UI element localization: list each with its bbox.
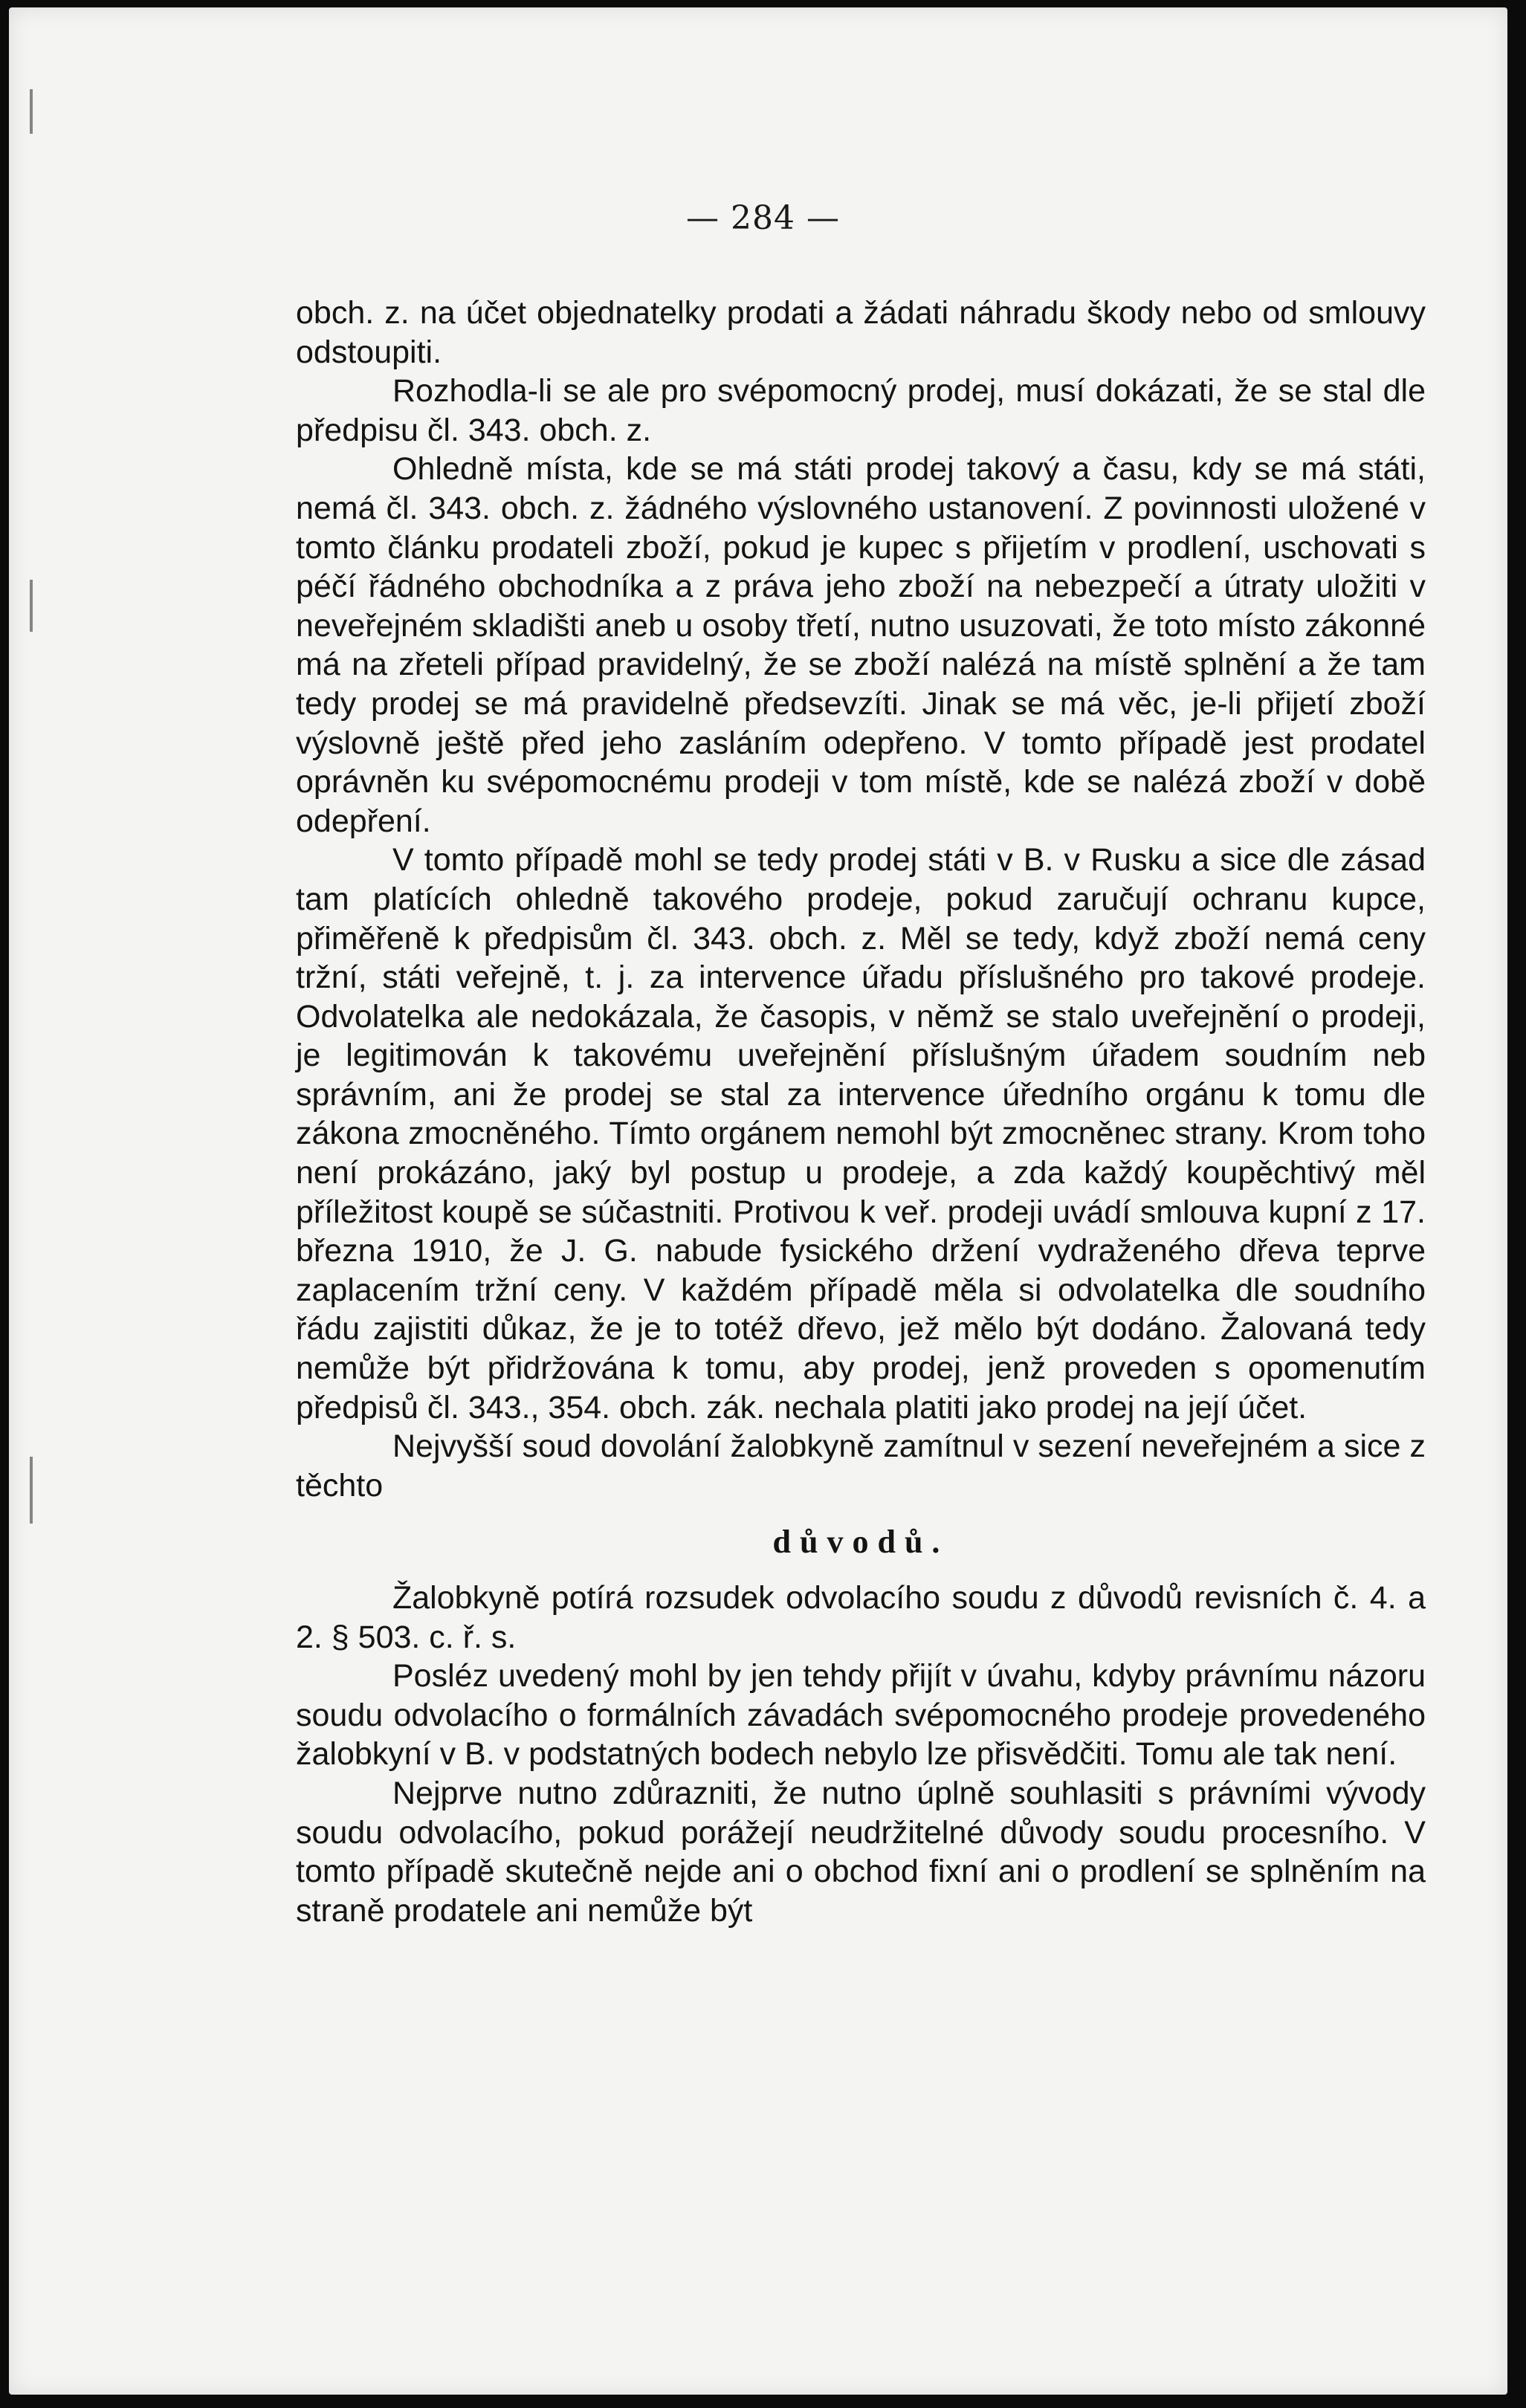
paragraph: Posléz uvedený mohl by jen tehdy přijít v úvahu, kdyby právnímu názoru soudu odvolacího o formálních závadách svépomocného prodeje provedeného žalobkyní v B. v podstatných bodech nebylo lze přisvědčiti. Tomu ale tak není. xyxy=(296,1658,1426,1773)
paragraph: V tomto případě mohl se tedy prodej státi v B. v Rusku a sice dle zásad tam platících ohledně takového prodeje, pokud zaručují ochranu kupce, přiměřeně k předpisům čl. 343. obch. z. Měl se tedy, když zboží nemá ceny tržní, státi veřejně, t. j. za intervence úřadu příslušného pro takové prodeje. Odvolatelka ale nedokázala, že časopis, v němž se stalo uveřejnění o prodeji, je legitimován k takovému uveřejnění příslušným úřadem soudním neb správním, ani že prodej se stal za intervence úředního orgánu k tomu dle zákona zmocněného. Tímto orgánem nemohl být zmocněnec strany. Krom toho není prokázáno, jaký byl postup u prodeje, a zda každý koupěchtivý měl příležitost koupě se súčastniti. Protivou k veř. prodeji uvádí smlouva kupní z 17. března 1910, že J. G. nabude fysického držení vydraženého dřeva teprve zaplacením tržní ceny. V každém případě měla si odvolatelka dle soudního řádu zajistiti důkaz, že je to totéž dřevo, jež mělo být dodáno. Žalovaná tedy nemůže být přidržována k tomu, aby prodej, jenž proveden s opomenutím předpisů čl. 343., 354. obch. zák. nechala platiti jako prodej na její účet. xyxy=(296,842,1426,1425)
paragraph: Nejprve nutno zdůrazniti, že nutno úplně souhlasiti s právními vývody soudu odvolacího, pokud porážejí neudržitelné důvody soudu procesního. V tomto případě skutečně nejde ani o obchod fixní ani o prodlení se splněním na straně prodatele ani nemůže být xyxy=(296,1775,1426,1929)
left-margin-mark xyxy=(30,1457,33,1524)
left-margin-mark xyxy=(30,89,33,134)
left-margin-mark xyxy=(30,580,33,632)
paragraph: Ohledně místa, kde se má státi prodej takový a času, kdy se má státi, nemá čl. 343. obch. z. žádného výslovného ustanovení. Z povinnosti uložené v tomto článku prodateli zboží, pokud je kupec s přijetím v prodlení, uschovati s péčí řádného obchodníka a z práva jeho zboží na nebezpečí a útraty uložiti v neveřejném skladišti aneb u osoby třetí, nutno usuzovati, že toto místo zákonné má na zřeteli případ pravidelný, že se zboží nalézá na místě splnění a že tam tedy prodej se má pravidelně předsevzíti. Jinak se má věc, je-li přijetí zboží výslovně ještě před jeho zasláním odepřeno. V tomto případě jest prodatel oprávněn ku svépomocnému prodeji v tom místě, kde se nalézá zboží v době odepření. xyxy=(296,451,1426,839)
section-heading: důvodů. xyxy=(772,1524,949,1561)
paragraph: Nejvyšší soud dovolání žalobkyně zamítnul v sezení neveřejném a sice z těchto xyxy=(296,1428,1426,1504)
page-number: — 284 — xyxy=(686,199,840,237)
paragraph: Rozhodla-li se ale pro svépomocný prodej, musí dokázati, že se stal dle předpisu čl. 343. obch. z. xyxy=(296,373,1426,448)
paragraph: Žalobkyně potírá rozsudek odvolacího soudu z důvodů revisních č. 4. a 2. § 503. c. ř. s. xyxy=(296,1580,1426,1655)
paragraph: obch. z. na účet objednatelky prodati a žádati náhradu škody nebo od smlouvy odstoupiti. xyxy=(296,295,1426,370)
body-text xyxy=(296,294,1426,1930)
